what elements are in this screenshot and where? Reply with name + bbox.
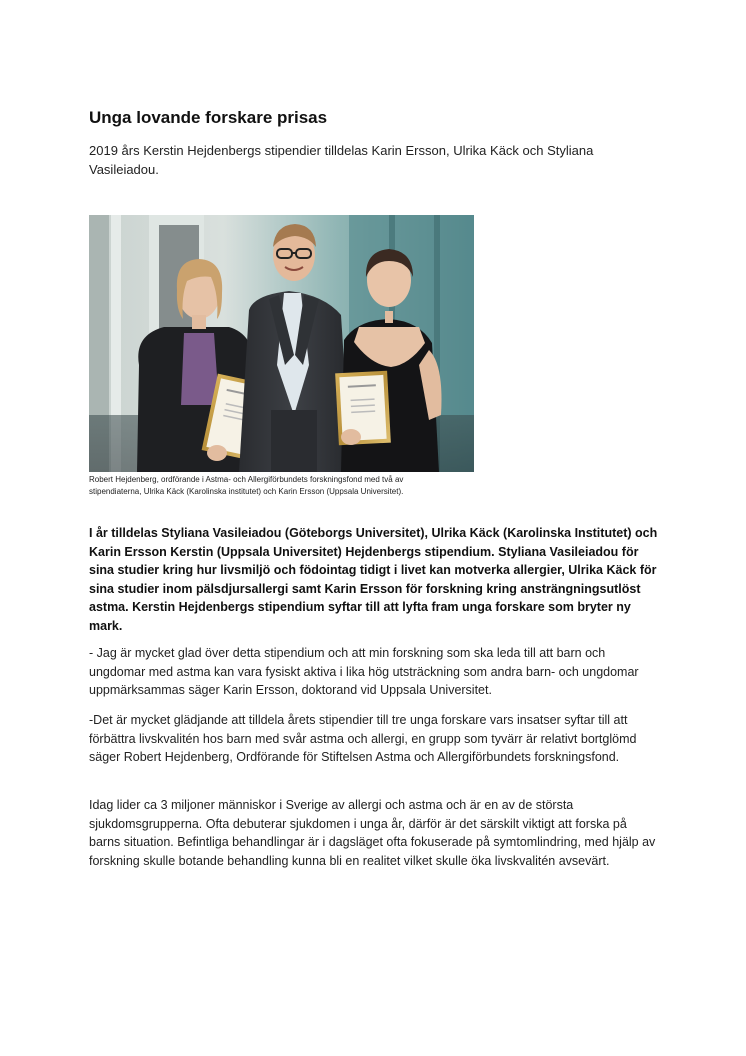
article-intro: I år tilldelas Styliana Vasileiadou (Göteborgs Universitet), Ulrika Käck (Karolinska Institutet) och Karin Ersson Kerstin (Uppsala Universitet) Hejdenbergs stipendium. Styliana Vasileiadou för sina studier kring hur livsmiljö och födointag tidigt i livet kan motverka allergier, Ulrika Käck för sina studier inom pälsdjursallergi samt Karin Ersson för forskning kring ansträngningsutlöst astma. Kerstin Hejdenbergs stipendium syftar till att lyfta fram unga forskare som bryter ny mark.	[89, 526, 658, 633]
award-photo	[89, 215, 474, 472]
quote-paragraph: -Det är mycket glädjande att tilldela årets stipendier till tre unga forskare vars insatser syftar till att förbättra livskvalitén hos barn med svår astma och allergi, en grupp som tyvärr är relativt bortglömd säger Robert Hejdenberg, Ordförande för Stiftelsen Astma och Allergiförbundets forskningsfond.	[89, 713, 637, 764]
article-title: Unga lovande forskare prisas	[89, 108, 328, 127]
article-lead: 2019 års Kerstin Hejdenbergs stipendier tilldelas Karin Ersson, Ulrika Käck och Styliana Vasileiadou.	[89, 143, 594, 177]
quote-paragraph: - Jag är mycket glad över detta stipendium och att min forskning som ska leda till att barn och ungdomar med astma kan vara fysiskt aktiva i lika hög utsträckning som andra barn- och ungdomar uppmärksammas säger Karin Ersson, doktorand vid Uppsala Universitet.	[89, 646, 639, 697]
body-paragraph: Idag lider ca 3 miljoner människor i Sverige av allergi och astma och är en av de största sjukdomsgrupperna. Ofta debuterar sjukdomen i unga år, därför är det särskilt viktigt att forska på barns situation. Befintliga behandlingar är i dagsläget ofta fokuserade på symtomlindring, med hjälp av forskning skulle botande behandling kunna bli en realitet vilket skulle öka livskvalitén avsevärt.	[89, 798, 656, 868]
photo-caption: Robert Hejdenberg, ordförande i Astma- och Allergiförbundets forskningsfond med två av stipendiaterna, Ulrika Käck (Karolinska institutet) och Karin Ersson (Uppsala Universitet).	[89, 475, 404, 496]
